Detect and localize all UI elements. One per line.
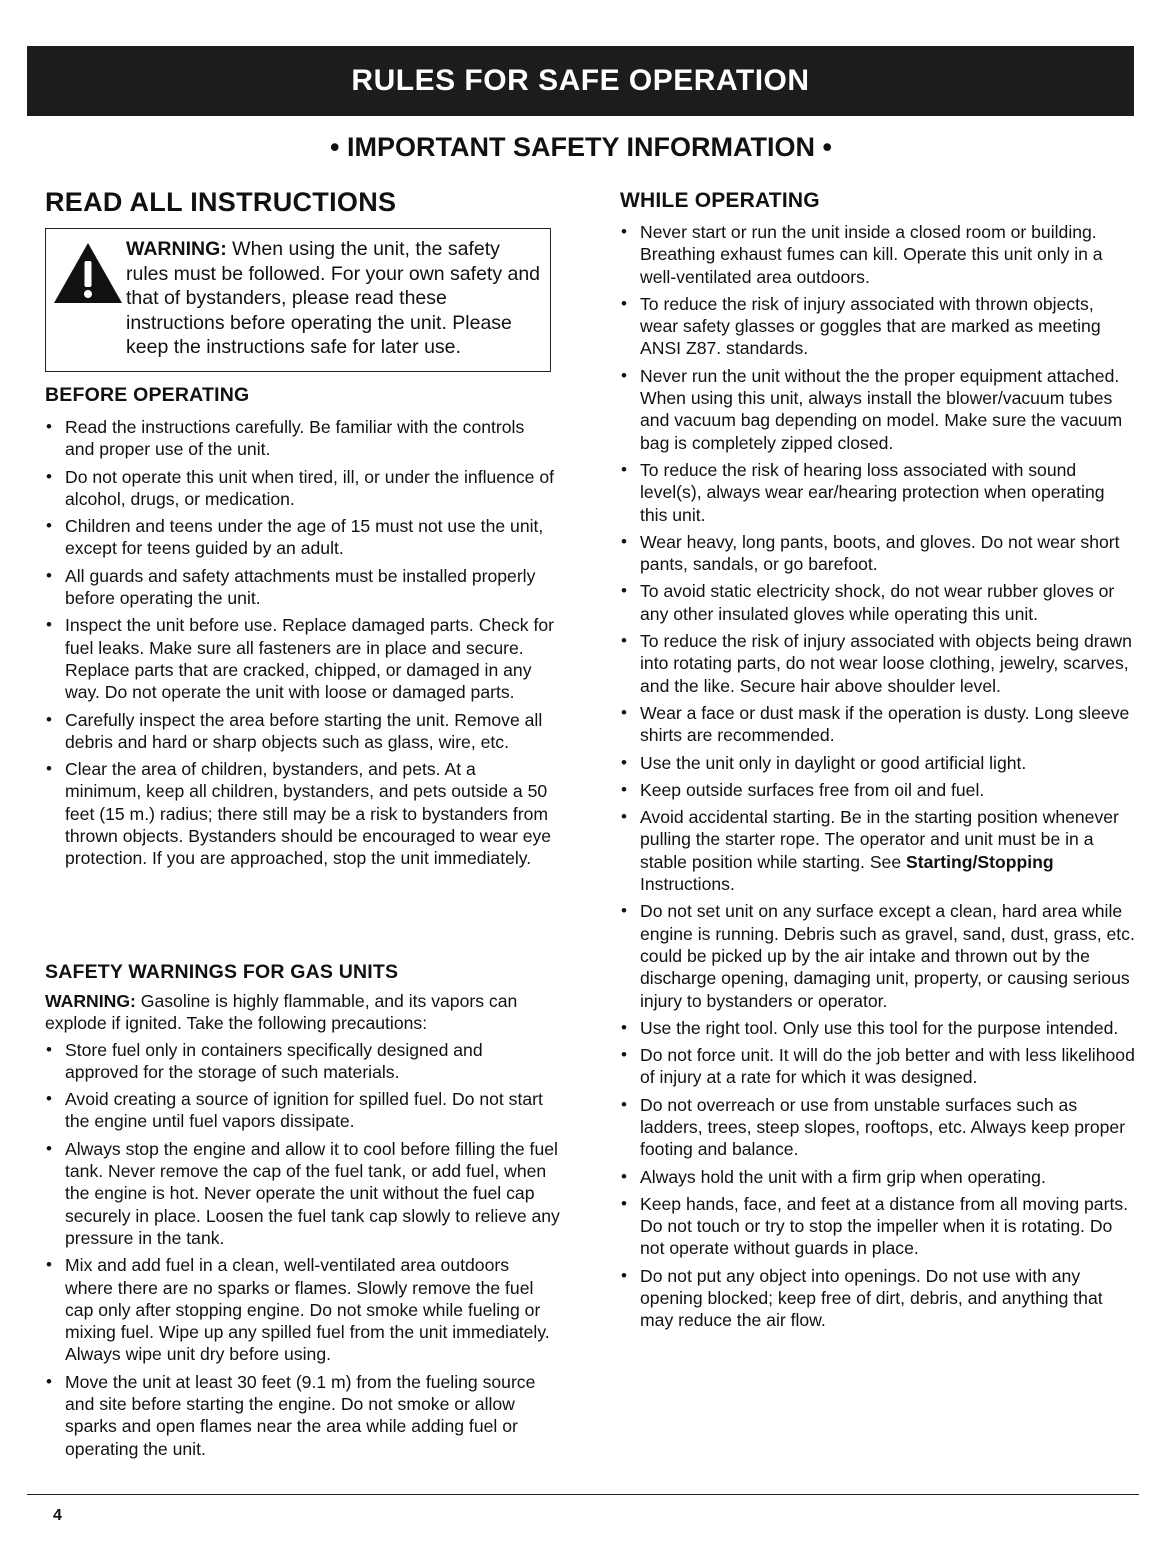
gas-units-section [45,961,560,1465]
while-operating-list [620,221,1135,1332]
while-operating-section [620,189,1135,1337]
list-item: • Do not put any object into openings. Do not use with any opening blocked; keep free of dirt, debris, and anything that may reduce the air flow. [620,1265,1135,1332]
list-item: • Wear heavy, long pants, boots, and gloves. Do not wear short pants, sandals, or go barefoot. [620,531,1135,576]
gas-units-list [45,1039,560,1460]
read-instructions-heading: READ ALL INSTRUCTIONS [45,187,397,217]
starting-tail: Instructions. [640,874,735,895]
before-operating-list [45,416,555,870]
list-item: • Always stop the engine and allow it to cool before filling the fuel tank. Never remove the cap of the fuel tank, or add fuel, when the engine is hot. Never operate the unit without the fuel cap securely in place. Loosen the fuel tank cap slowly to relieve any pressure in the tank. [45,1138,560,1249]
list-item: • Do not operate this unit when tired, ill, or under the influence of alcohol, drugs, or medication. [45,466,555,511]
list-item: • Mix and add fuel in a clean, well-ventilated area outdoors where there are no sparks or flames. Slowly remove the fuel cap only after stopping engine. Do not smoke while fueling or mixing fuel. Wipe up any spilled fuel from the unit immediately. Always wipe unit dry before using. [45,1254,560,1365]
gas-units-title: SAFETY WARNINGS FOR GAS UNITS [45,961,399,983]
warning-box [45,228,551,372]
list-item: • Always hold the unit with a firm grip when operating. [620,1166,1135,1188]
before-operating-section [45,384,555,875]
list-item: • Keep hands, face, and feet at a distance from all moving parts. Do not touch or try to stop the impeller when it is rotating. Do not operate without guards in place. [620,1193,1135,1260]
warning-label: WARNING: [126,238,227,260]
list-item: • Children and teens under the age of 15 must not use the unit, except for teens guided by an adult. [45,515,555,560]
list-item: • To avoid static electricity shock, do not wear rubber gloves or any other insulated gloves while operating this unit. [620,580,1135,625]
list-item: • Never start or run the unit inside a closed room or building. Breathing exhaust fumes can kill. Operate this unit only in a well-ventilated area outdoors. [620,221,1135,288]
gas-warning-paragraph [45,990,560,1035]
list-item: • Do not overreach or use from unstable surfaces such as ladders, trees, steep slopes, rooftops, etc. Always keep proper footing and balance. [620,1094,1135,1161]
list-item: • Inspect the unit before use. Replace damaged parts. Check for fuel leaks. Make sure all fasteners are in place and secure. Replace parts that are cracked, chipped, or damaged in any way. Do not operate the unit with loose or damaged parts. [45,614,555,703]
warning-body: When using the unit, the safety rules must be followed. For your own safety and that of bystanders, please read these instructions before operating the unit. Please keep the instructions safe for later use. [126,238,541,358]
list-item: • Do not force unit. It will do the job better and with less likelihood of injury at a rate for which it was designed. [620,1044,1135,1089]
gas-warning-text: Gasoline is highly flammable, and its vapors can explode if ignited. Take the following precautions: [45,991,518,1034]
starting-text: Avoid accidental starting. Be in the starting position whenever pulling the starter rope. The operator and unit must be in a stable position while starting. See [640,807,1119,872]
list-item: • Read the instructions carefully. Be familiar with the controls and proper use of the unit. [45,416,555,461]
list-item: • Do not set unit on any surface except a clean, hard area while engine is running. Debris such as gravel, sand, dust, grass, etc. could be picked up by the air intake and thrown out by the discharge opening, damaging unit, property, or causing serious injury to bystanders or operator. [620,900,1135,1011]
list-item: • Use the right tool. Only use this tool for the purpose intended. [620,1017,1135,1039]
list-item: • Clear the area of children, bystanders, and pets. At a minimum, keep all children, bystanders, and pets outside a 50 feet (15 m.) radius; there still may be a risk to bystanders from thrown objects. Bystanders should be encouraged to wear eye protection. If you are approached, stop the unit immediately. [45,758,555,869]
starting-stopping-reference: Starting/Stopping [906,851,1054,872]
list-item-starting [620,806,1135,895]
list-item: • Keep outside surfaces free from oil and fuel. [620,779,1135,801]
list-item: • To reduce the risk of hearing loss associated with sound level(s), always wear ear/hearing protection when operating this unit. [620,459,1135,526]
list-item: • To reduce the risk of injury associated with objects being drawn into rotating parts, do not wear loose clothing, jewelry, scarves, and the like. Secure hair above shoulder level. [620,630,1135,697]
page-number: 4 [53,1507,62,1524]
page-subtitle: • IMPORTANT SAFETY INFORMATION • [330,132,832,162]
list-item: • Move the unit at least 30 feet (9.1 m) from the fueling source and site before starting the engine. Do not smoke or allow sparks and open flames near the area while adding fuel or operating the unit. [45,1371,560,1460]
list-item: • To reduce the risk of injury associated with thrown objects, wear safety glasses or goggles that are marked as meeting ANSI Z87. standards. [620,293,1135,360]
list-item: • All guards and safety attachments must be installed properly before operating the unit. [45,565,555,610]
list-item: • Never run the unit without the the proper equipment attached. When using this unit, always install the blower/vacuum tubes and vacuum bag depending on model. Make sure the vacuum bag is completely zipped closed. [620,365,1135,454]
list-item: • Use the unit only in daylight or good artificial light. [620,752,1135,774]
footer-divider [27,1494,1139,1495]
list-item: • Store fuel only in containers specifically designed and approved for the storage of such materials. [45,1039,560,1084]
gas-warning-label: WARNING: [45,991,136,1011]
warning-triangle-icon [52,241,124,305]
while-operating-title: WHILE OPERATING [620,189,820,212]
page-banner: RULES FOR SAFE OPERATION [27,46,1134,116]
before-operating-title: BEFORE OPERATING [45,384,250,406]
list-item: • Wear a face or dust mask if the operation is dusty. Long sleeve shirts are recommended. [620,702,1135,747]
list-item: • Avoid creating a source of ignition for spilled fuel. Do not start the engine until fuel vapors dissipate. [45,1088,560,1133]
list-item: • Carefully inspect the area before starting the unit. Remove all debris and hard or sharp objects such as glass, wire, etc. [45,709,555,754]
warning-text [126,237,544,360]
